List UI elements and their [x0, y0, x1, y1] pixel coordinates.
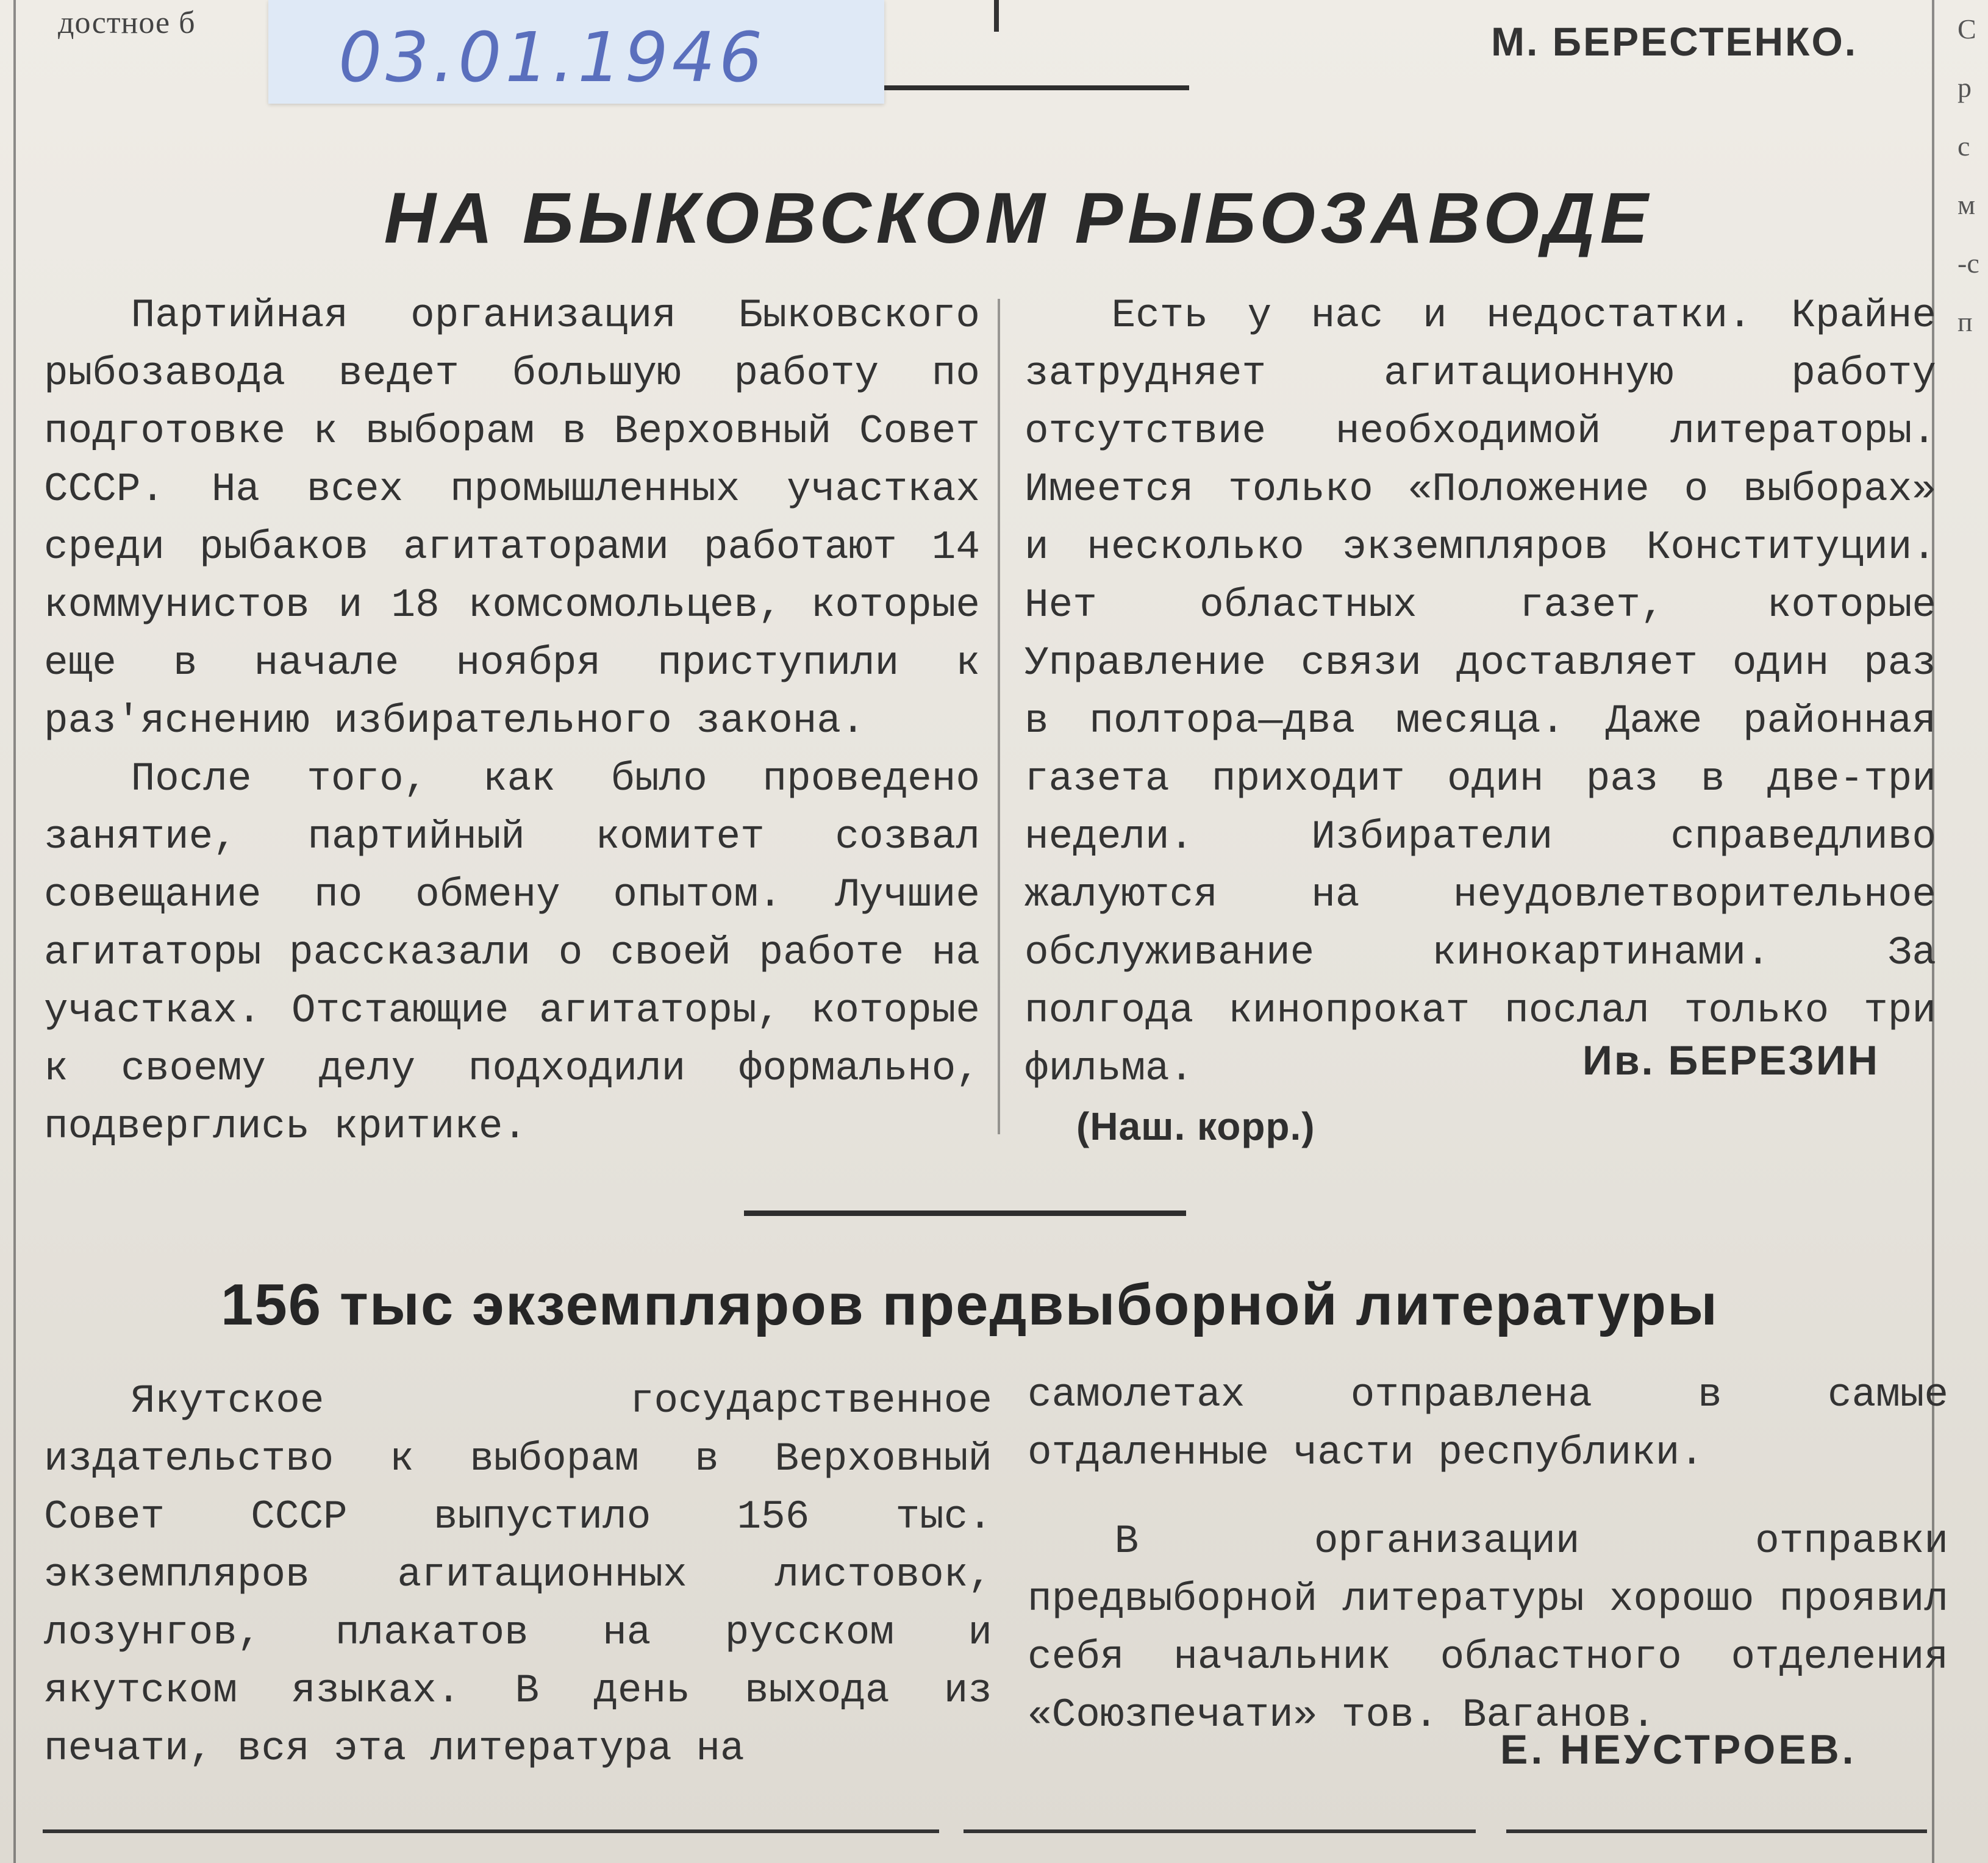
date-label: 03.01.1946 [338, 18, 767, 98]
article2-title-wrap [0, 1271, 1988, 1339]
side-letter: с [1958, 131, 1970, 162]
side-letter: С [1958, 13, 1976, 45]
side-letter: -с [1958, 248, 1979, 279]
adjacent-column-fragment [1958, 0, 1988, 351]
article1-title-wrap [0, 177, 1988, 260]
article1-author-note: (Наш. корр.) [1076, 1104, 1315, 1148]
article1-left-paragraph: Партийная организация Быковского рыбозавода ведет большую работу по подготовке к выборам в Верховный Совет СССР. На всех промышленных участках среди рыбаков агитаторами работают 14 коммунистов и 18 комсомольцев, которые еще в начале ноября приступили к раз'яснению избирательного закона. [44, 293, 980, 744]
article2-right-paragraph: самолетах отправлена в самые отдаленные части республики. [1028, 1372, 1948, 1476]
article1-author: Ив. БЕРЕЗИН [1582, 1037, 1879, 1084]
article2-title: 156 тыс экземпляров предвыборной литературы [221, 1272, 1718, 1337]
article2-right-paragraph: В организации отправки предвыборной литературы хорошо проявил себя начальник областного отделения «Союзпечати» тов. Ваганов. [1028, 1518, 1948, 1738]
article1-title: НА БЫКОВСКОМ РЫБОЗАВОДЕ [384, 178, 1653, 259]
article1-right-column [1024, 287, 1936, 1098]
bottom-rule [1506, 1829, 1927, 1833]
side-letter: р [1958, 72, 1972, 103]
bottom-rule [43, 1829, 939, 1833]
article1-right-paragraph: Есть у нас и недостатки. Крайне затрудняет агитационную работу отсутствие необходимой литераторы. Имеется только «Положение о выборах» и несколько экземпляров Конституции. Нет областных газет, которые Управление связи доставляет один раз в полтора—два месяца. Даже районная газета приходит один раз в две-три недели. Избиратели справедливо жалуются на неудовлетворительное обслуживание кинокартинами. За полгода кинопрокат послал только три фильма. [1024, 293, 1936, 1092]
side-letter: п [1958, 306, 1973, 337]
article2-left-paragraph: Якутское государственное издательство к выборам в Верховный Совет СССР выпустило 156 тыс. экземпляров агитационных листовок, лозунгов, плакатов на русском и якутском языках. В день выхода из печати, вся эта литература на [44, 1378, 992, 1772]
top-column-tick [994, 0, 999, 32]
top-separator-rule [884, 85, 1189, 90]
top-text-fragment: достное б [58, 5, 196, 40]
article2-right-column [1028, 1366, 1948, 1744]
article-separator-rule [744, 1210, 1186, 1216]
previous-article-author: М. БЕРЕСТЕНКО. [1491, 19, 1858, 64]
bottom-rule [964, 1829, 1476, 1833]
article1-left-column [44, 287, 980, 1156]
left-frame-line [13, 0, 16, 1863]
article1-left-paragraph: После того, как было проведено занятие, партийный комитет созвал совещание по обмену опытом. Лучшие агитаторы рассказали о своей работе на участках. Отстающие агитаторы, которые к своему делу подходили формально, подверглись критике. [44, 756, 980, 1150]
article2-author: Е. НЕУСТРОЕВ. [1500, 1726, 1857, 1773]
article2-left-column [44, 1372, 992, 1778]
article1-column-rule [998, 299, 1000, 1134]
side-letter: м [1958, 189, 1976, 220]
